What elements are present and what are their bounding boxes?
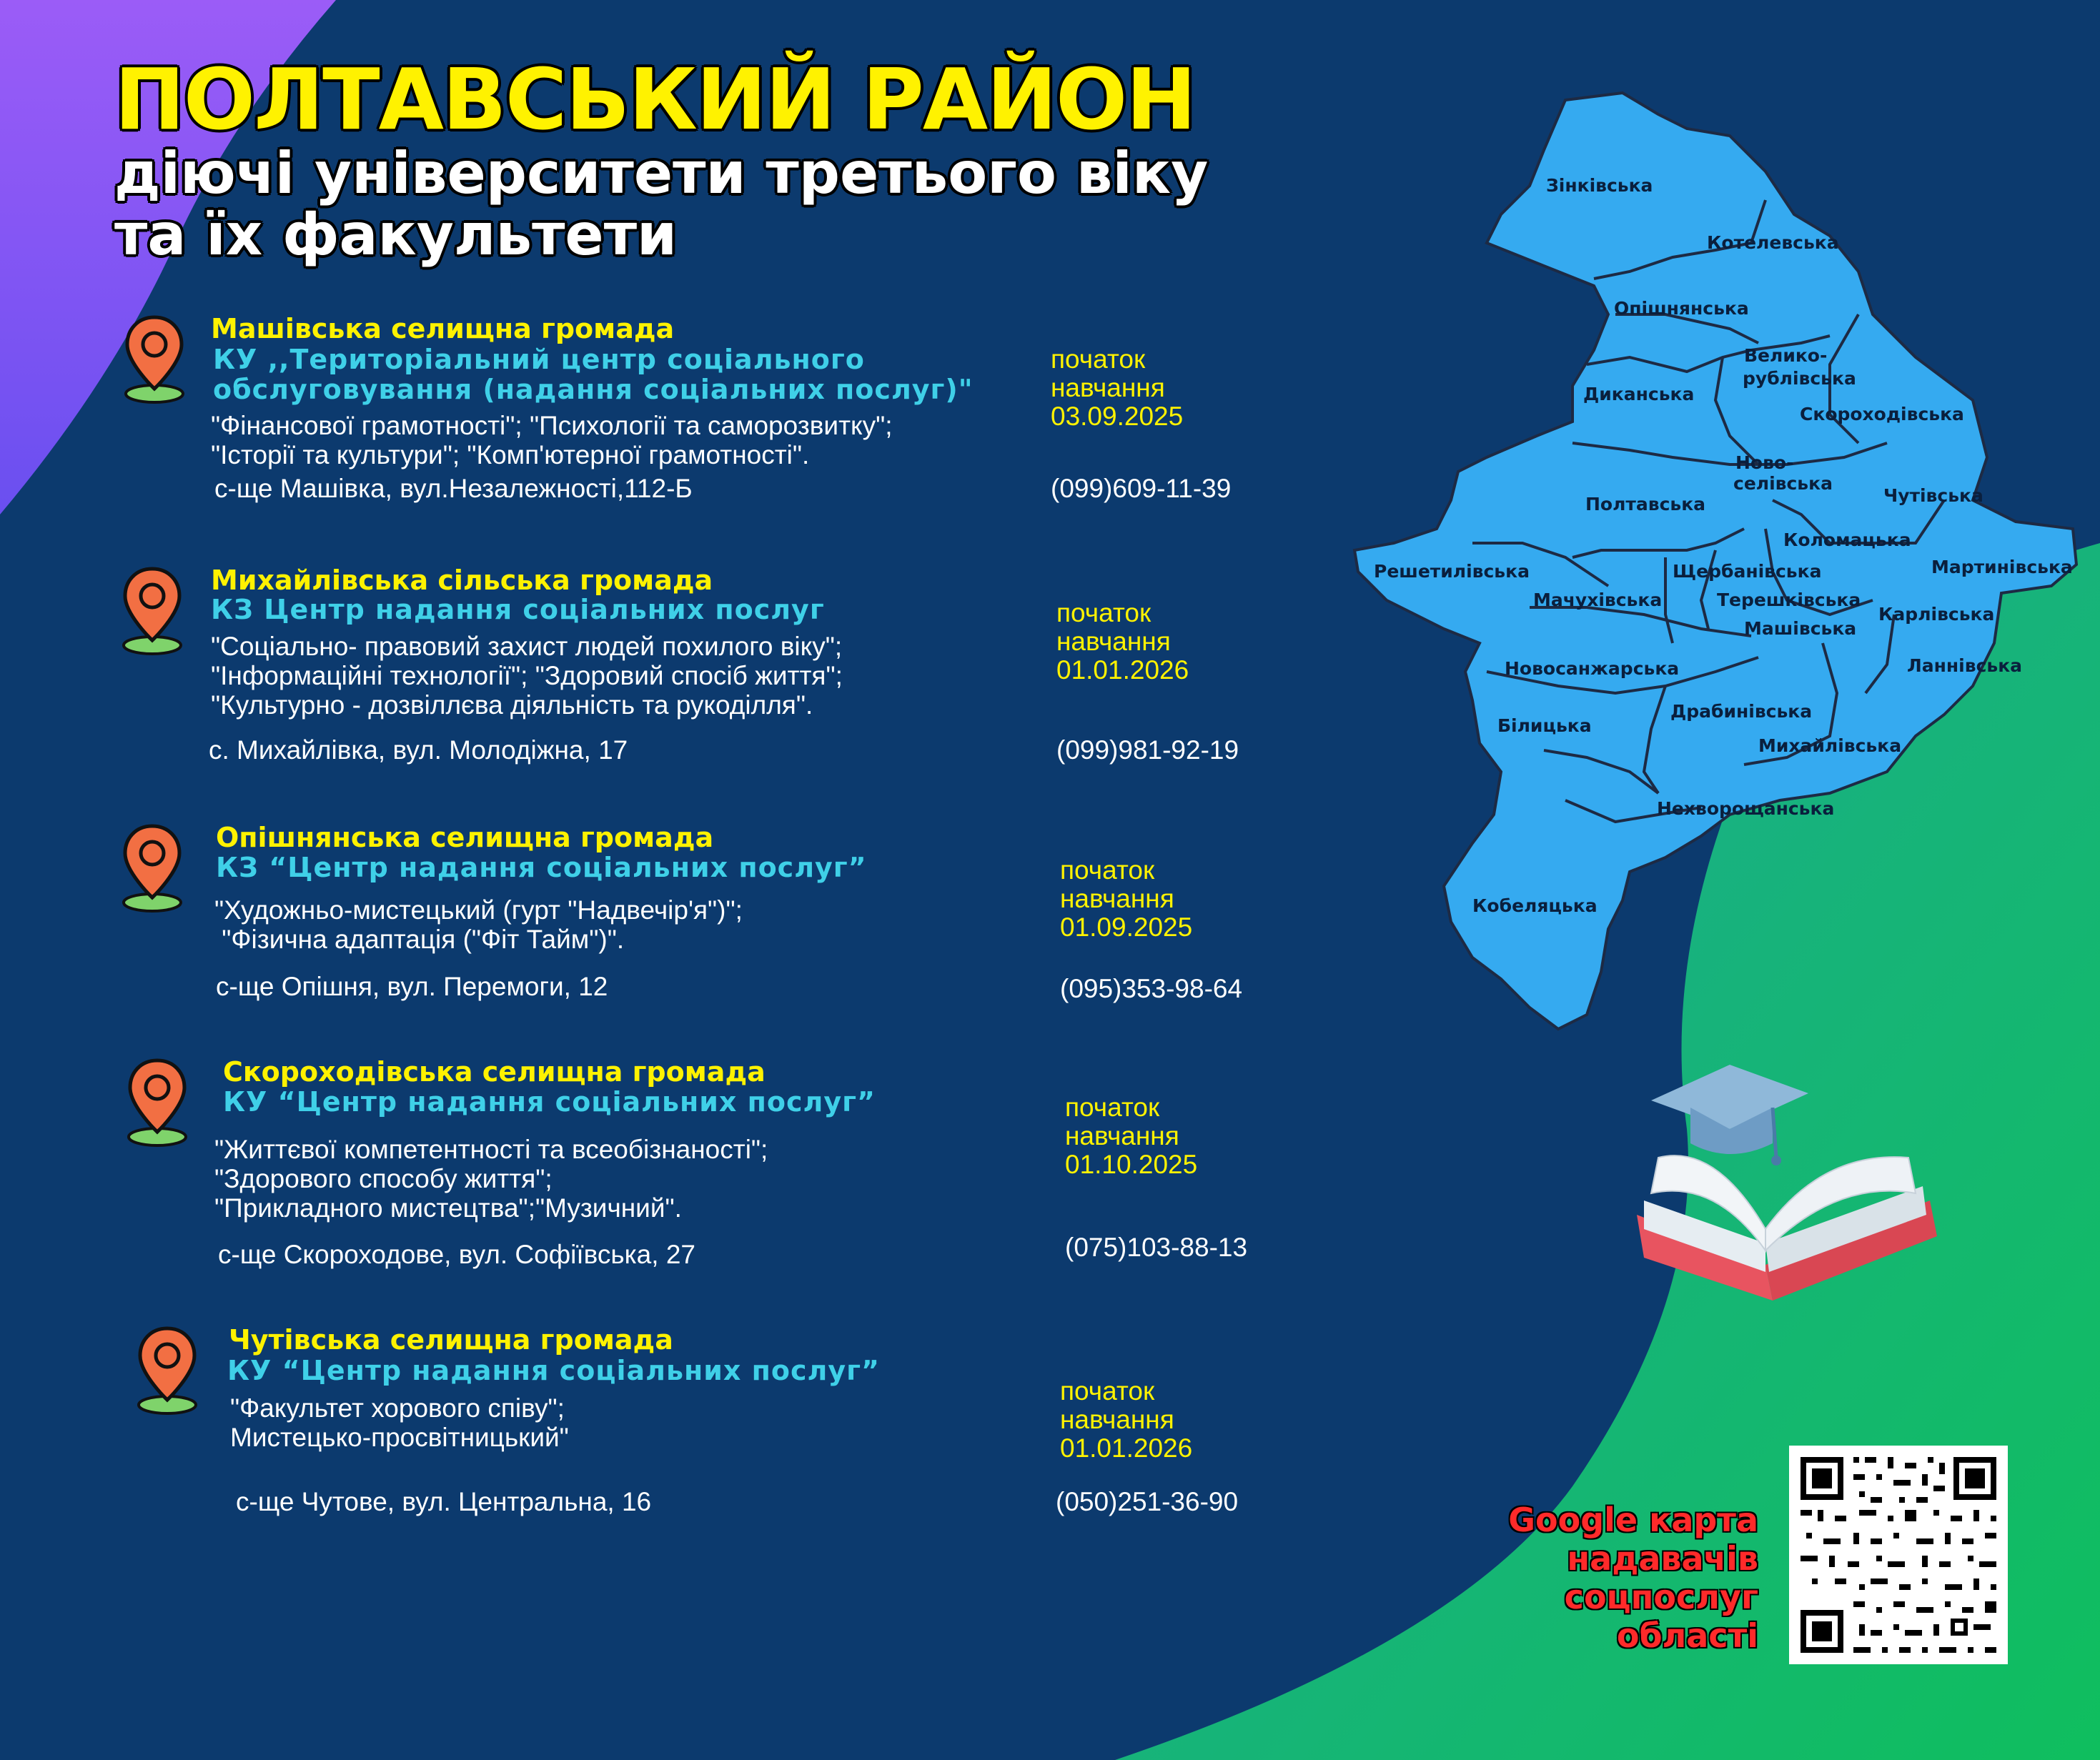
faculties-list: "Художньо-мистецький (гурт "Надвечір'я")"; "Фізична адаптація ("Фіт Тайм")".	[214, 895, 743, 954]
svg-text:Машівська: Машівська	[1744, 618, 1857, 639]
study-start: початок навчання 01.01.2026	[1056, 598, 1189, 685]
svg-text:Ново-: Ново-	[1735, 452, 1794, 473]
district-map	[1344, 86, 2087, 1036]
book-graduation-cap-illustration	[1630, 1050, 1944, 1322]
svg-text:Нехворощанська: Нехворощанська	[1657, 798, 1835, 819]
svg-text:Чутівська: Чутівська	[1883, 485, 1983, 506]
address: с-ще Опішня, вул. Перемоги, 12	[216, 972, 608, 1001]
svg-text:Скороходівська: Скороходівська	[1800, 404, 1964, 424]
study-start: початок навчання 01.01.2026	[1060, 1376, 1193, 1463]
hromada-name: Опішнянська селищна громада	[216, 822, 714, 853]
study-start: початок навчання 01.10.2025	[1065, 1093, 1198, 1179]
address: с. Михайлівка, вул. Молодіжна, 17	[209, 735, 628, 765]
hromada-name: Скороходівська селищна громада	[223, 1056, 766, 1088]
study-start: початок навчання 01.09.2025	[1060, 855, 1193, 942]
organization-name: КЗ “Центр надання соціальних послуг”	[216, 852, 867, 883]
svg-text:Велико-: Велико-	[1744, 345, 1828, 366]
address: с-ще Машівка, вул.Незалежності,112-Б	[214, 474, 693, 503]
svg-text:Решетилівська: Решетилівська	[1374, 561, 1530, 582]
phone-number: (050)251-36-90	[1056, 1487, 1239, 1516]
svg-text:Драбинівська: Драбинівська	[1670, 701, 1813, 722]
organization-name: КУ “Центр надання соціальних послуг”	[227, 1355, 880, 1386]
organization-name: КУ ,,Територіальний центр соціального обслуговування (надання соціальних послуг)"	[213, 344, 974, 405]
svg-text:Диканська: Диканська	[1583, 384, 1695, 404]
address: с-ще Скороходове, вул. Софіївська, 27	[218, 1240, 695, 1269]
svg-text:Ланнівська: Ланнівська	[1907, 655, 2023, 676]
location-pin-icon	[118, 822, 187, 915]
svg-text:Новосанжарська: Новосанжарська	[1505, 658, 1680, 679]
google-map-caption	[1458, 1501, 1758, 1655]
faculties-list: "Життєвої компетентності та всеобізнаності"; "Здорового способу життя"; "Прикладного мистецтва";"Музичний".	[214, 1135, 768, 1223]
study-start: початок навчання 03.09.2025	[1051, 344, 1184, 431]
svg-text:Зінківська: Зінківська	[1546, 175, 1653, 196]
svg-text:Мачухівська: Мачухівська	[1533, 590, 1663, 610]
svg-text:селівська: селівська	[1733, 473, 1833, 494]
organization-name: КУ “Центр надання соціальних послуг”	[223, 1086, 876, 1118]
qr-code-icon	[1789, 1446, 2008, 1664]
hromada-name: Машівська селищна громада	[211, 313, 675, 344]
svg-text:Котелевська: Котелевська	[1707, 232, 1839, 253]
google-map-line-4: області	[1616, 1616, 1758, 1655]
address: с-ще Чутове, вул. Центральна, 16	[236, 1487, 652, 1516]
page-title: ПОЛТАВСЬКИЙ РАЙОН	[114, 50, 1196, 149]
google-map-line-1: Google карта	[1508, 1501, 1758, 1539]
location-pin-icon	[133, 1324, 202, 1417]
svg-text:Опішнянська: Опішнянська	[1614, 298, 1749, 319]
qr-code[interactable]	[1789, 1446, 2008, 1664]
location-pin-icon	[118, 565, 187, 657]
phone-number: (095)353-98-64	[1060, 974, 1243, 1003]
phone-number: (099)981-92-19	[1056, 735, 1239, 765]
svg-text:Полтавська: Полтавська	[1585, 494, 1706, 514]
google-map-line-2: надавачів	[1567, 1539, 1758, 1578]
hromada-name: Чутівська селищна громада	[229, 1324, 673, 1356]
hromada-name: Михайлівська сільська громада	[211, 565, 713, 596]
faculties-list: "Фінансової грамотності"; "Психології та саморозвитку"; "Історії та культури"; "Комп'ютерної грамотності".	[211, 411, 893, 469]
svg-text:Білицька: Білицька	[1497, 715, 1592, 736]
svg-text:рублівська: рублівська	[1743, 368, 1856, 389]
faculties-list: "Факультет хорового співу"; Мистецько-просвітницький"	[230, 1393, 569, 1452]
location-pin-icon	[123, 1056, 192, 1149]
phone-number: (075)103-88-13	[1065, 1233, 1248, 1262]
subtitle-line-2: та їх факультети	[114, 202, 678, 268]
svg-text:Мартинівська: Мартинівська	[1931, 557, 2073, 577]
phone-number: (099)609-11-39	[1051, 474, 1232, 503]
google-map-line-3: соцпослуг	[1564, 1578, 1758, 1616]
organization-name: КЗ Центр надання соціальних послуг	[211, 594, 825, 625]
faculties-list: "Соціально- правовий захист людей похилого віку"; "Інформаційні технології"; "Здоровий спосіб життя"; "Культурно - дозвіллєва діяльність та рукоділля".	[211, 632, 843, 720]
location-pin-icon	[120, 313, 189, 406]
svg-text:Михайлівська: Михайлівська	[1758, 735, 1902, 756]
svg-text:Карлівська: Карлівська	[1878, 604, 1995, 625]
svg-text:Щербанівська: Щербанівська	[1673, 561, 1822, 582]
subtitle-line-1: діючі університети третього віку	[114, 140, 1209, 207]
svg-text:Кобеляцька: Кобеляцька	[1472, 895, 1598, 916]
svg-text:Терешківська: Терешківська	[1717, 590, 1861, 610]
svg-text:Коломацька: Коломацька	[1783, 530, 1911, 550]
